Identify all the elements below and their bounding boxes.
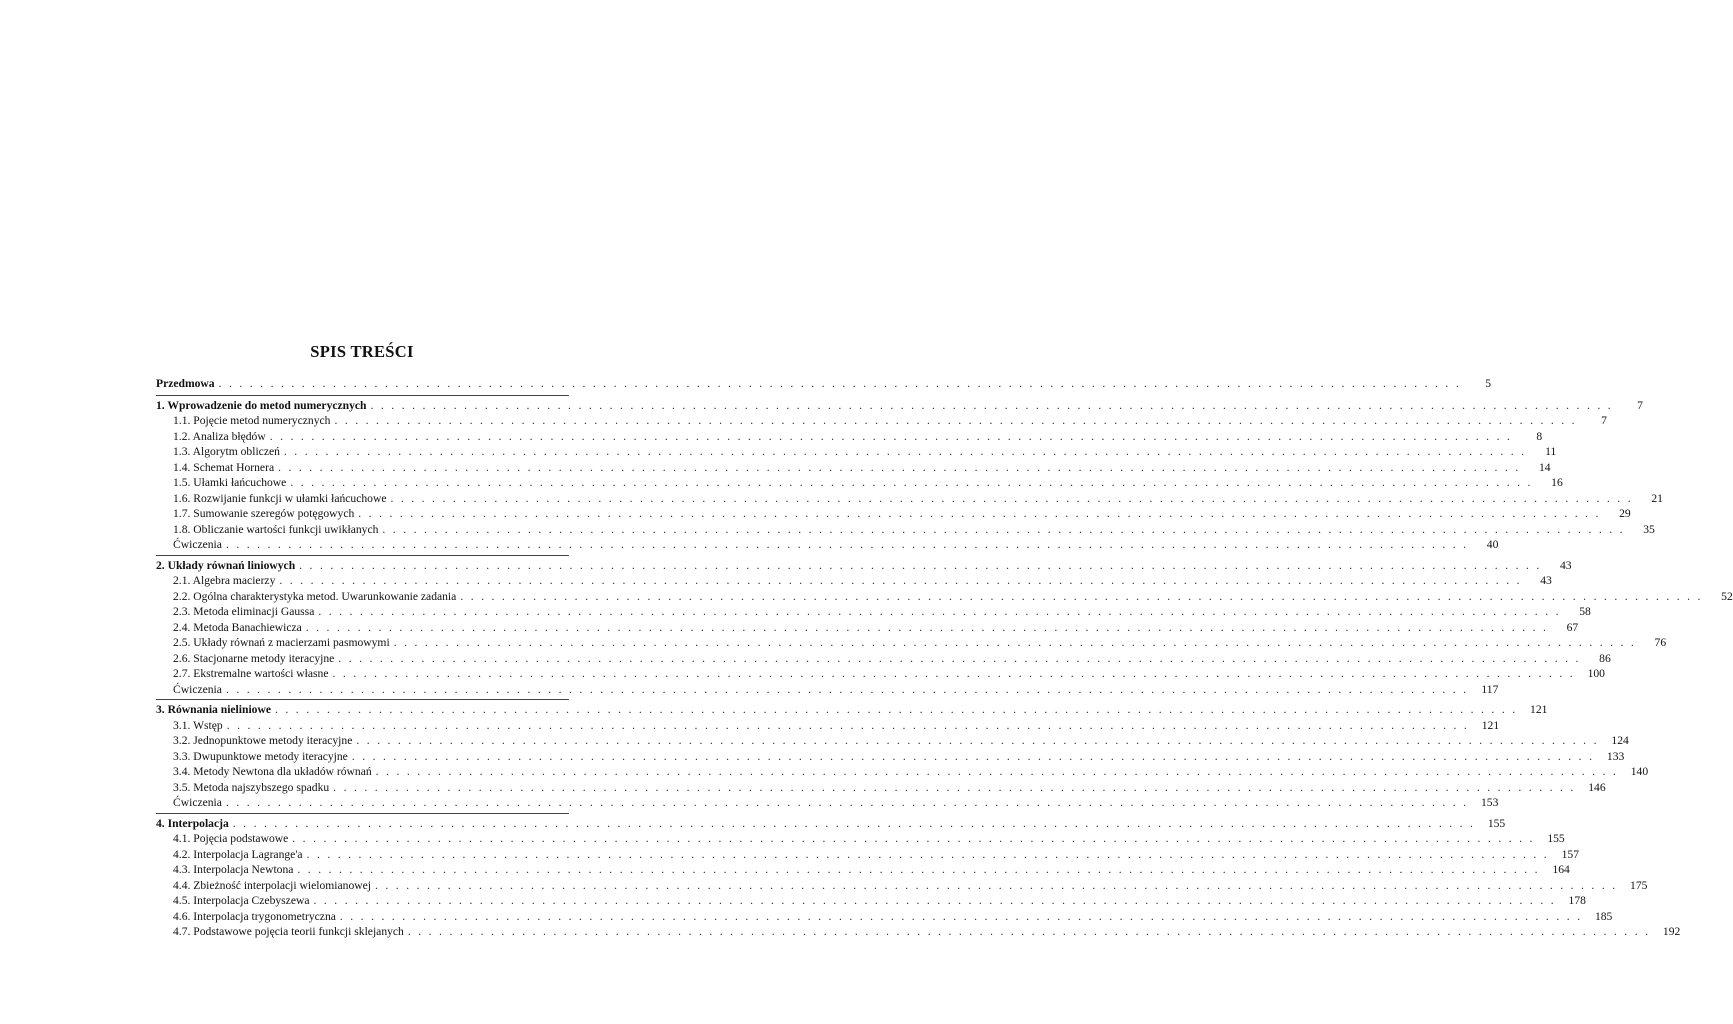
toc-entry-label: 1.3. Algorytm obliczeń (173, 445, 280, 458)
toc-entry-label: Przedmowa (156, 377, 215, 390)
toc-entry-label: 2.6. Stacjonarne metody iteracyjne (173, 651, 335, 665)
dot-leader: . . . . . . . . . . . . . . . . . . . . . . . . . . . . . . . . . . . . . . . . . . . . . . . . . . . . . . . . . . . . . . . . . . . . . . . . . . . . . . . . . . . . . . . . . . . . . . . . . . . . . . . . . . . . . . . . . . . . . . . . (313, 894, 1556, 907)
toc-entry-page: 178 (1568, 894, 1586, 907)
toc-entry-label: 4.6. Interpolacja trygonometryczna (173, 909, 336, 923)
toc-entry-label: 2.1. Algebra macierzy (173, 574, 276, 587)
toc-entry-label: 4. Interpolacja (156, 816, 229, 830)
dot-leader: . . . . . . . . . . . . . . . . . . . . . . . . . . . . . . . . . . . . . . . . . . . . . . . . . . . . . . . . . . . . . . . . . . . . . . . . . . . . . . . . . . . . . . . . . . . . . . . . . . . . . . . . . . . . . . . . . . . . . . . . (283, 445, 1527, 458)
toc-subsection-entry[interactable] (156, 460, 1551, 476)
toc-preface-section (156, 376, 1492, 396)
toc-entry-label: 2.5. Układy równań z macierzami pasmowymi (173, 636, 390, 649)
toc-entry-page: 43 (1540, 574, 1552, 587)
toc-entry-label: 3. Równania nieliniowe (156, 703, 271, 716)
toc-entry-page: 76 (1654, 636, 1667, 649)
toc-entry-label: Ćwiczenia (173, 538, 222, 551)
toc-subsection-entry[interactable] (156, 635, 1667, 651)
toc-entry-page: 67 (1566, 620, 1579, 634)
dot-leader: . . . . . . . . . . . . . . . . . . . . . . . . . . . . . . . . . . . . . . . . . . . . . . . . . . . . . . . . . . . . . . . . . . . . . . . . . . . . . . . . . . . . . . . . . . . . . . . . . . . . . . . . . . . . . . . . . . . . . . . . (390, 491, 1633, 505)
toc-entry-label: 2.4. Metoda Banachiewicza (173, 620, 302, 634)
dot-leader: . . . . . . . . . . . . . . . . . . . . . . . . . . . . . . . . . . . . . . . . . . . . . . . . . . . . . . . . . . . . . . . . . . . . . . . . . . . . . . . . . . . . . . . . . . . . . . . . . . . . . . . . . . . . . . . . . . . . . . . . (333, 780, 1576, 794)
toc-entry-page: 192 (1662, 925, 1681, 938)
dot-leader: . . . . . . . . . . . . . . . . . . . . . . . . . . . . . . . . . . . . . . . . . . . . . . . . . . . . . . . . . . . . . . . . . . . . . . . . . . . . . . . . . . . . . . . . . . . . . . . . . . . . . . . . . . . . . . . . . . . . . . . . (226, 718, 1470, 732)
toc-entry-label: 4.5. Interpolacja Czebyszewa (173, 894, 310, 907)
toc-entry-label: 2.7. Ekstremalne wartości własne (173, 667, 329, 680)
toc-subsection-entry[interactable] (156, 651, 1611, 667)
toc-entry-label: 4.1. Pojęcia podstawowe (173, 832, 289, 845)
toc-entry-page: 35 (1643, 522, 1655, 536)
toc-subsection-entry[interactable] (156, 491, 1663, 507)
toc-entry-page: 100 (1587, 667, 1605, 680)
toc-entry-preface[interactable] (156, 376, 1492, 392)
toc-entry-page: 121 (1481, 718, 1500, 732)
toc-entry-label: 4.2. Interpolacja Lagrange'a (173, 847, 303, 861)
toc-chapter-section (156, 813, 1681, 940)
toc-subsection-entry[interactable] (156, 847, 1579, 863)
toc-entry-label: 3.1. Wstęp (173, 718, 223, 732)
toc-entry-page: 43 (1560, 558, 1572, 572)
toc-entry-label: 2.2. Ogólna charakterystyka metod. Uwarunkowanie zadania (173, 589, 457, 603)
toc-entry-page: 16 (1551, 476, 1563, 489)
toc-entry-page: 40 (1486, 538, 1499, 551)
dot-leader: . . . . . . . . . . . . . . . . . . . . . . . . . . . . . . . . . . . . . . . . . . . . . . . . . . . . . . . . . . . . . . . . . . . . . . . . . . . . . . . . . . . . . . . . . . . . . . . . . . . . . . . . . . . . . . . . . . . . . . . . (225, 796, 1469, 809)
dot-leader: . . . . . . . . . . . . . . . . . . . . . . . . . . . . . . . . . . . . . . . . . . . . . . . . . . . . . . . . . . . . . . . . . . . . . . . . . . . . . . . . . . . . . . . . . . . . . . . . . . . . . . . . . . . . . . . . . . . . . . . . (358, 507, 1601, 520)
toc-entry-label: 3.2. Jednopunktowe metody iteracyjne (173, 734, 353, 747)
toc-entry-page: 117 (1481, 682, 1499, 696)
dot-leader: . . . . . . . . . . . . . . . . . . . . . . . . . . . . . . . . . . . . . . . . . . . . . . . . . . . . . . . . . . . . . . . . . . . . . . . . . . . . . . . . . . . . . . . . . . . . . . . . . . . . . . . . . . . . . . . . . . . . . . . . (278, 460, 1521, 474)
toc-entry-page: 5 (1485, 377, 1492, 390)
page-title: SPIS TREŚCI (310, 342, 414, 361)
dot-leader: . . . . . . . . . . . . . . . . . . . . . . . . . . . . . . . . . . . . . . . . . . . . . . . . . . . . . . . . . . . . . . . . . . . . . . . . . . . . . . . . . . . . . . . . . . . . . . . . . . . . . . . . . . . . . . . . . . . . . . . . (218, 377, 1462, 390)
toc-subsection-entry[interactable] (156, 413, 1607, 429)
toc-entry-page: 164 (1552, 863, 1570, 876)
toc-chapter-section (156, 555, 1733, 698)
toc-entry-label: 1.1. Pojęcie metod numerycznych (173, 414, 331, 427)
dot-leader: . . . . . . . . . . . . . . . . . . . . . . . . . . . . . . . . . . . . . . . . . . . . . . . . . . . . . . . . . . . . . . . . . . . . . . . . . . . . . . . . . . . . . . . . . . . . . . . . . . . . . . . . . . . . . . . . . . . . . . . . (318, 605, 1561, 618)
toc-entry-page: 11 (1545, 445, 1557, 458)
toc-subsection-entry[interactable] (156, 749, 1625, 765)
toc-subsection-entry[interactable] (156, 831, 1565, 847)
dot-leader: . . . . . . . . . . . . . . . . . . . . . . . . . . . . . . . . . . . . . . . . . . . . . . . . . . . . . . . . . . . . . . . . . . . . . . . . . . . . . . . . . . . . . . . . . . . . . . . . . . . . . . . . . . . . . . . . . . . . . . . . (338, 651, 1581, 665)
toc-entry-page: 185 (1594, 909, 1613, 923)
toc-entry-page: 7 (1637, 398, 1643, 412)
toc-subsection-entry[interactable] (156, 444, 1557, 460)
toc-subsection-entry[interactable] (156, 537, 1499, 553)
toc-entry-page: 155 (1487, 816, 1506, 830)
toc-chapter-heading[interactable] (156, 398, 1643, 414)
toc-entry-page: 86 (1599, 651, 1611, 665)
toc-subsection-entry[interactable] (156, 718, 1500, 734)
toc-subsection-entry[interactable] (156, 475, 1563, 491)
toc-entry-page: 140 (1630, 765, 1649, 778)
dot-leader: . . . . . . . . . . . . . . . . . . . . . . . . . . . . . . . . . . . . . . . . . . . . . . . . . . . . . . . . . . . . . . . . . . . . . . . . . . . . . . . . . . . . . . . . . . . . . . . . . . . . . . . . . . . . . . . . . . . . . . . . (299, 558, 1542, 572)
toc-chapter-section (156, 398, 1663, 553)
toc-subsection-entry[interactable] (156, 780, 1606, 796)
toc-subsection-entry[interactable] (156, 604, 1591, 620)
dot-leader: . . . . . . . . . . . . . . . . . . . . . . . . . . . . . . . . . . . . . . . . . . . . . . . . . . . . . . . . . . . . . . . . . . . . . . . . . . . . . . . . . . . . . . . . . . . . . . . . . . . . . . . . . . . . . . . . . . . . . . . . (375, 765, 1619, 778)
dot-leader: . . . . . . . . . . . . . . . . . . . . . . . . . . . . . . . . . . . . . . . . . . . . . . . . . . . . . . . . . . . . . . . . . . . . . . . . . . . . . . . . . . . . . . . . . . . . . . . . . . . . . . . . . . . . . . . . . . . . . . . . (334, 414, 1577, 427)
toc-entry-page: 121 (1530, 703, 1548, 716)
dot-leader: . . . . . . . . . . . . . . . . . . . . . . . . . . . . . . . . . . . . . . . . . . . . . . . . . . . . . . . . . . . . . . . . . . . . . . . . . . . . . . . . . . . . . . . . . . . . . . . . . . . . . . . . . . . . . . . . . . . . . . . . (460, 589, 1703, 603)
toc-entry-label: 1. Wprowadzenie do metod numerycznych (156, 398, 367, 412)
dot-leader: . . . . . . . . . . . . . . . . . . . . . . . . . . . . . . . . . . . . . . . . . . . . . . . . . . . . . . . . . . . . . . . . . . . . . . . . . . . . . . . . . . . . . . . . . . . . . . . . . . . . . . . . . . . . . . . . . . . . . . . . (290, 476, 1533, 489)
toc-entry-label: 2.3. Metoda eliminacji Gaussa (173, 605, 315, 618)
toc-entry-label: Ćwiczenia (173, 796, 222, 809)
toc-entry-label: 4.7. Podstawowe pojęcia teorii funkcji sklejanych (173, 925, 404, 938)
table-of-contents (156, 376, 1733, 942)
dot-leader: . . . . . . . . . . . . . . . . . . . . . . . . . . . . . . . . . . . . . . . . . . . . . . . . . . . . . . . . . . . . . . . . . . . . . . . . . . . . . . . . . . . . . . . . . . . . . . . . . . . . . . . . . . . . . . . . . . . . . . . . (339, 909, 1583, 923)
toc-subsection-entry[interactable] (156, 573, 1552, 589)
toc-chapter-heading[interactable] (156, 558, 1572, 574)
dot-leader: . . . . . . . . . . . . . . . . . . . . . . . . . . . . . . . . . . . . . . . . . . . . . . . . . . . . . . . . . . . . . . . . . . . . . . . . . . . . . . . . . . . . . . . . . . . . . . . . . . . . . . . . . . . . . . . . . . . . . . . . (269, 429, 1513, 443)
toc-entry-label: 3.3. Dwupunktowe metody iteracyjne (173, 749, 348, 763)
toc-entry-page: 124 (1611, 734, 1629, 747)
dot-leader: . . . . . . . . . . . . . . . . . . . . . . . . . . . . . . . . . . . . . . . . . . . . . . . . . . . . . . . . . . . . . . . . . . . . . . . . . . . . . . . . . . . . . . . . . . . . . . . . . . . . . . . . . . . . . . . . . . . . . . . . (232, 816, 1476, 830)
toc-subsection-entry[interactable] (156, 522, 1655, 538)
toc-subsection-entry[interactable] (156, 924, 1681, 940)
dot-leader: . . . . . . . . . . . . . . . . . . . . . . . . . . . . . . . . . . . . . . . . . . . . . . . . . . . . . . . . . . . . . . . . . . . . . . . . . . . . . . . . . . . . . . . . . . . . . . . . . . . . . . . . . . . . . . . . . . . . . . . . (332, 667, 1575, 680)
toc-entry-page: 133 (1606, 749, 1625, 763)
toc-subsection-entry[interactable] (156, 429, 1543, 445)
dot-leader: . . . . . . . . . . . . . . . . . . . . . . . . . . . . . . . . . . . . . . . . . . . . . . . . . . . . . . . . . . . . . . . . . . . . . . . . . . . . . . . . . . . . . . . . . . . . . . . . . . . . . . . . . . . . . . . . . . . . . . . . (407, 925, 1651, 938)
toc-entry-label: 1.7. Sumowanie szeregów potęgowych (173, 507, 355, 520)
dot-leader: . . . . . . . . . . . . . . . . . . . . . . . . . . . . . . . . . . . . . . . . . . . . . . . . . . . . . . . . . . . . . . . . . . . . . . . . . . . . . . . . . . . . . . . . . . . . . . . . . . . . . . . . . . . . . . . . . . . . . . . . (382, 522, 1625, 536)
toc-subsection-entry[interactable] (156, 589, 1733, 605)
dot-leader: . . . . . . . . . . . . . . . . . . . . . . . . . . . . . . . . . . . . . . . . . . . . . . . . . . . . . . . . . . . . . . . . . . . . . . . . . . . . . . . . . . . . . . . . . . . . . . . . . . . . . . . . . . . . . . . . . . . . . . . . (225, 682, 1469, 696)
toc-entry-page: 157 (1561, 847, 1579, 861)
toc-subsection-entry[interactable] (156, 620, 1579, 636)
toc-entry-page: 29 (1619, 507, 1631, 520)
toc-subsection-entry[interactable] (156, 682, 1499, 698)
toc-chapters (156, 398, 1733, 940)
toc-chapter-section (156, 699, 1649, 811)
toc-entry-label: 1.6. Rozwijanie funkcji w ułamki łańcuchowe (173, 491, 387, 505)
toc-subsection-entry[interactable] (156, 893, 1586, 909)
dot-leader: . . . . . . . . . . . . . . . . . . . . . . . . . . . . . . . . . . . . . . . . . . . . . . . . . . . . . . . . . . . . . . . . . . . . . . . . . . . . . . . . . . . . . . . . . . . . . . . . . . . . . . . . . . . . . . . . . . . . . . . . (375, 878, 1618, 892)
toc-entry-label: 1.5. Ułamki łańcuchowe (173, 476, 287, 489)
dot-leader: . . . . . . . . . . . . . . . . . . . . . . . . . . . . . . . . . . . . . . . . . . . . . . . . . . . . . . . . . . . . . . . . . . . . . . . . . . . . . . . . . . . . . . . . . . . . . . . . . . . . . . . . . . . . . . . . . . . . . . . . (292, 832, 1535, 845)
dot-leader: . . . . . . . . . . . . . . . . . . . . . . . . . . . . . . . . . . . . . . . . . . . . . . . . . . . . . . . . . . . . . . . . . . . . . . . . . . . . . . . . . . . . . . . . . . . . . . . . . . . . . . . . . . . . . . . . . . . . . . . . (356, 734, 1599, 747)
toc-entry-page: 8 (1536, 429, 1543, 443)
toc-chapter-heading[interactable] (156, 816, 1506, 832)
toc-subsection-entry[interactable] (156, 764, 1649, 780)
dot-leader: . . . . . . . . . . . . . . . . . . . . . . . . . . . . . . . . . . . . . . . . . . . . . . . . . . . . . . . . . . . . . . . . . . . . . . . . . . . . . . . . . . . . . . . . . . . . . . . . . . . . . . . . . . . . . . . . . . . . . . . . (306, 847, 1549, 861)
dot-leader: . . . . . . . . . . . . . . . . . . . . . . . . . . . . . . . . . . . . . . . . . . . . . . . . . . . . . . . . . . . . . . . . . . . . . . . . . . . . . . . . . . . . . . . . . . . . . . . . . . . . . . . . . . . . . . . . . . . . . . . . (275, 703, 1518, 716)
dot-leader: . . . . . . . . . . . . . . . . . . . . . . . . . . . . . . . . . . . . . . . . . . . . . . . . . . . . . . . . . . . . . . . . . . . . . . . . . . . . . . . . . . . . . . . . . . . . . . . . . . . . . . . . . . . . . . . . . . . . . . . . (225, 538, 1469, 551)
toc-subsection-entry[interactable] (156, 666, 1605, 682)
toc-entry-label: 3.4. Metody Newtona dla układów równań (173, 765, 372, 778)
dot-leader: . . . . . . . . . . . . . . . . . . . . . . . . . . . . . . . . . . . . . . . . . . . . . . . . . . . . . . . . . . . . . . . . . . . . . . . . . . . . . . . . . . . . . . . . . . . . . . . . . . . . . . . . . . . . . . . . . . . . . . . . (297, 863, 1540, 876)
toc-entry-label: 2. Układy równań liniowych (156, 558, 296, 572)
toc-entry-label: 4.3. Interpolacja Newtona (173, 863, 294, 876)
toc-entry-page: 7 (1601, 414, 1607, 427)
toc-entry-label: 1.2. Analiza błędów (173, 429, 266, 443)
dot-leader: . . . . . . . . . . . . . . . . . . . . . . . . . . . . . . . . . . . . . . . . . . . . . . . . . . . . . . . . . . . . . . . . . . . . . . . . . . . . . . . . . . . . . . . . . . . . . . . . . . . . . . . . . . . . . . . . . . . . . . . . (305, 620, 1549, 634)
toc-chapter-heading[interactable] (156, 702, 1548, 718)
dot-leader: . . . . . . . . . . . . . . . . . . . . . . . . . . . . . . . . . . . . . . . . . . . . . . . . . . . . . . . . . . . . . . . . . . . . . . . . . . . . . . . . . . . . . . . . . . . . . . . . . . . . . . . . . . . . . . . . . . . . . . . . (279, 574, 1522, 587)
dot-leader: . . . . . . . . . . . . . . . . . . . . . . . . . . . . . . . . . . . . . . . . . . . . . . . . . . . . . . . . . . . . . . . . . . . . . . . . . . . . . . . . . . . . . . . . . . . . . . . . . . . . . . . . . . . . . . . . . . . . . . . . (351, 749, 1595, 763)
toc-entry-label: 1.8. Obliczanie wartości funkcji uwikłanych (173, 522, 379, 536)
toc-entry-page: 153 (1480, 796, 1499, 809)
dot-leader: . . . . . . . . . . . . . . . . . . . . . . . . . . . . . . . . . . . . . . . . . . . . . . . . . . . . . . . . . . . . . . . . . . . . . . . . . . . . . . . . . . . . . . . . . . . . . . . . . . . . . . . . . . . . . . . . . . . . . . . . (370, 398, 1613, 412)
toc-subsection-entry[interactable] (156, 795, 1499, 811)
toc-subsection-entry[interactable] (156, 862, 1570, 878)
toc-entry-label: 4.4. Zbieżność interpolacji wielomianowej (173, 878, 371, 892)
toc-subsection-entry[interactable] (156, 506, 1631, 522)
toc-subsection-entry[interactable] (156, 733, 1629, 749)
toc-entry-page: 155 (1547, 832, 1565, 845)
dot-leader: . . . . . . . . . . . . . . . . . . . . . . . . . . . . . . . . . . . . . . . . . . . . . . . . . . . . . . . . . . . . . . . . . . . . . . . . . . . . . . . . . . . . . . . . . . . . . . . . . . . . . . . . . . . . . . . . . . . . . . . . (393, 636, 1637, 649)
toc-entry-label: 1.4. Schemat Hornera (173, 460, 275, 474)
toc-entry-page: 58 (1579, 605, 1591, 618)
toc-entry-label: 3.5. Metoda najszybszego spadku (173, 780, 330, 794)
toc-entry-page: 52 (1721, 589, 1733, 603)
toc-entry-page: 21 (1651, 491, 1663, 505)
toc-entry-page: 14 (1538, 460, 1551, 474)
toc-entry-label: Ćwiczenia (173, 682, 222, 696)
toc-entry-page: 146 (1588, 780, 1606, 794)
toc-subsection-entry[interactable] (156, 878, 1648, 894)
toc-entry-page: 175 (1630, 878, 1648, 892)
toc-subsection-entry[interactable] (156, 909, 1613, 925)
